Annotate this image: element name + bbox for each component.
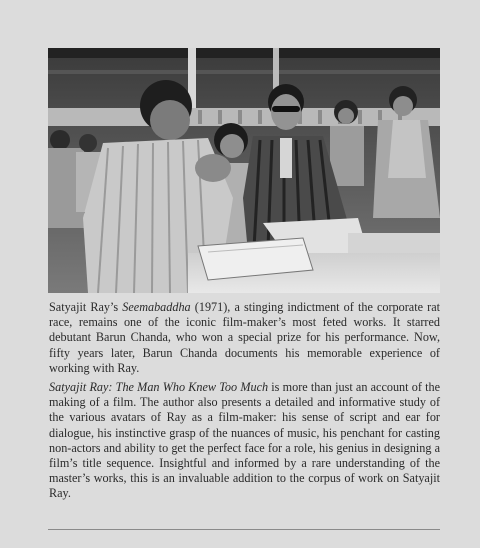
paragraph-1-body: (1971), a stinging indictment of the corporate rat race, remains one of the iconic film-maker’s most feted works. It starred debutant Barun Chanda, who won a special prize for his performance. Now, fifty years later, Barun Chanda documents his memorable experience of working with Ray. bbox=[49, 300, 441, 375]
paragraph-1-lead: Satyajit Ray’s bbox=[49, 300, 123, 314]
description-paragraph-2 bbox=[49, 380, 440, 502]
photo-illustration bbox=[48, 48, 440, 293]
film-title: Seemabaddha bbox=[122, 300, 191, 314]
bottom-divider bbox=[48, 529, 440, 530]
black-and-white-photograph bbox=[48, 48, 440, 293]
book-description bbox=[49, 300, 440, 506]
description-paragraph-1 bbox=[49, 300, 440, 376]
book-title: Satyajit Ray: The Man Who Knew Too Much bbox=[49, 380, 269, 395]
paragraph-2-body: is more than just an account of the making of a film. The author also presents a detailed and informative study of the various avatars of Ray as a film-maker: his sense of script and ear for dialogue, his instinctive grasp of the nuances of music, his penchant for casting non-actors and ability to get the perfect face for a role, his genius in designing a film’s title sequence. Insightful and informed by a rare understanding of the master’s works, this is an invaluable addition to the corpus of work on Satyajit Ray. bbox=[49, 380, 441, 501]
